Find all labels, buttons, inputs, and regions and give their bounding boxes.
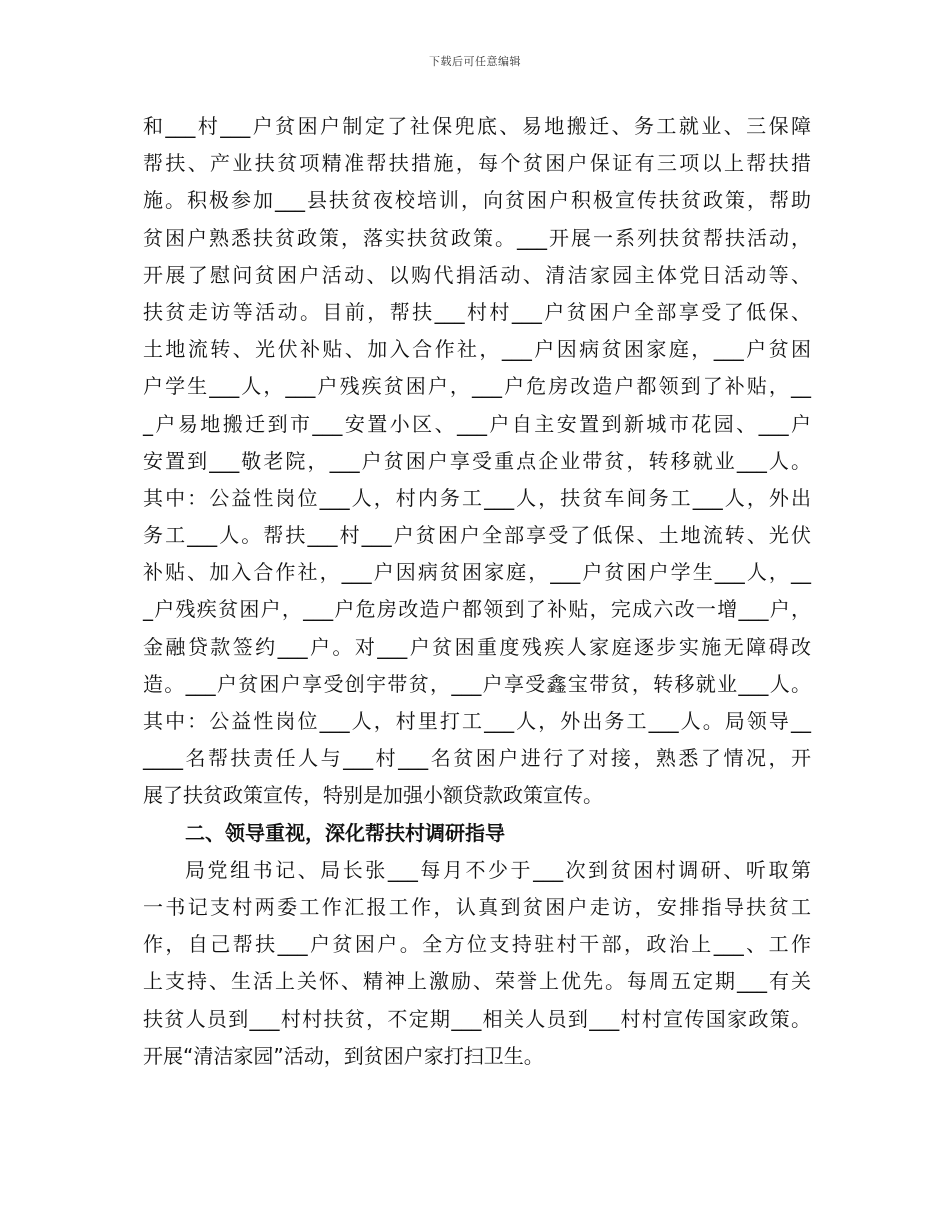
text-line: 扶贫走访等活动。目前，帮扶___村村___户贫困户全部享受了低保、 — [143, 299, 811, 324]
text-line: 金融贷款签约___户。对___户贫困重度残疾人家庭逐步实施无障碍改 — [143, 634, 811, 659]
text-line: ____名帮扶责任人与___村___名贫困户进行了对接，熟悉了情况，开 — [143, 746, 811, 771]
text-line: 帮扶、产业扶贫项精准帮扶措施，每个贫困户保证有三项以上帮扶措 — [143, 151, 811, 176]
text-line: _户易地搬迁到市___安置小区、___户自主安置到新城市花园、___户 — [143, 411, 811, 436]
text-line: 和___村___户贫困户制定了社保兜底、易地搬迁、务工就业、三保障 — [143, 114, 811, 138]
text-line: 开展“清洁家园”活动，到贫困户家打扫卫生。 — [143, 1043, 544, 1068]
text-line: 贫困户熟悉扶贫政策，落实扶贫政策。___开展一系列扶贫帮扶活动， — [143, 225, 811, 250]
text-line: 补贴、加入合作社，___户因病贫困家庭，___户贫困户学生___人，__ — [143, 560, 811, 585]
text-line: 展了扶贫政策宣传，特别是加强小额贷款政策宣传。 — [143, 783, 603, 808]
text-line: 上支持、生活上关怀、精神上激励、荣誉上优先。每周五定期___有关 — [143, 969, 811, 994]
text-line: 开展了慰问贫困户活动、以购代捐活动、清洁家园主体党日活动等、 — [143, 262, 811, 287]
paragraph-2 — [143, 852, 811, 1075]
text-line: 安置到___敬老院，___户贫困户享受重点企业带贫，转移就业___人。 — [143, 448, 811, 473]
paragraph-1 — [143, 108, 811, 815]
text-line: 一书记支村两委工作汇报工作，认真到贫困户走访，安排指导扶贫工 — [143, 894, 811, 919]
page-header: 下载后可任意编辑 — [429, 55, 521, 68]
text-line: 扶贫人员到___村村扶贫，不定期___相关人员到___村村宣传国家政策。 — [143, 1006, 811, 1031]
text-line: 其中：公益性岗位___人，村里打工___人，外出务工___人。局领导__ — [143, 709, 811, 733]
text-line: _户残疾贫困户，___户危房改造户都领到了补贴，完成六改一增___户， — [143, 597, 811, 622]
section-heading: 二、领导重视，深化帮扶村调研指导 — [185, 820, 505, 845]
text-line: 务工___人。帮扶___村___户贫困户全部享受了低保、土地流转、光伏 — [143, 523, 811, 548]
text-line: 其中：公益性岗位___人，村内务工___人，扶贫车间务工___人，外出 — [143, 485, 811, 510]
text-line: 作，自己帮扶___户贫困户。全方位支持驻村干部，政治上___、工作 — [143, 932, 811, 957]
text-line: 造。___户贫困户享受创宇带贫，___户享受鑫宝带贫，转移就业___人。 — [143, 671, 811, 696]
text-line: 局党组书记、局长张___每月不少于___次到贫困村调研、听取第 — [185, 857, 811, 882]
text-line: 土地流转、光伏补贴、加入合作社，___户因病贫困家庭，___户贫困 — [143, 337, 811, 362]
document-body — [143, 108, 811, 1075]
text-line: 户学生___人，___户残疾贫困户，___户危房改造户都领到了补贴，__ — [143, 374, 811, 399]
text-line: 施。积极参加___县扶贫夜校培训，向贫困户积极宣传扶贫政策，帮助 — [143, 188, 811, 213]
